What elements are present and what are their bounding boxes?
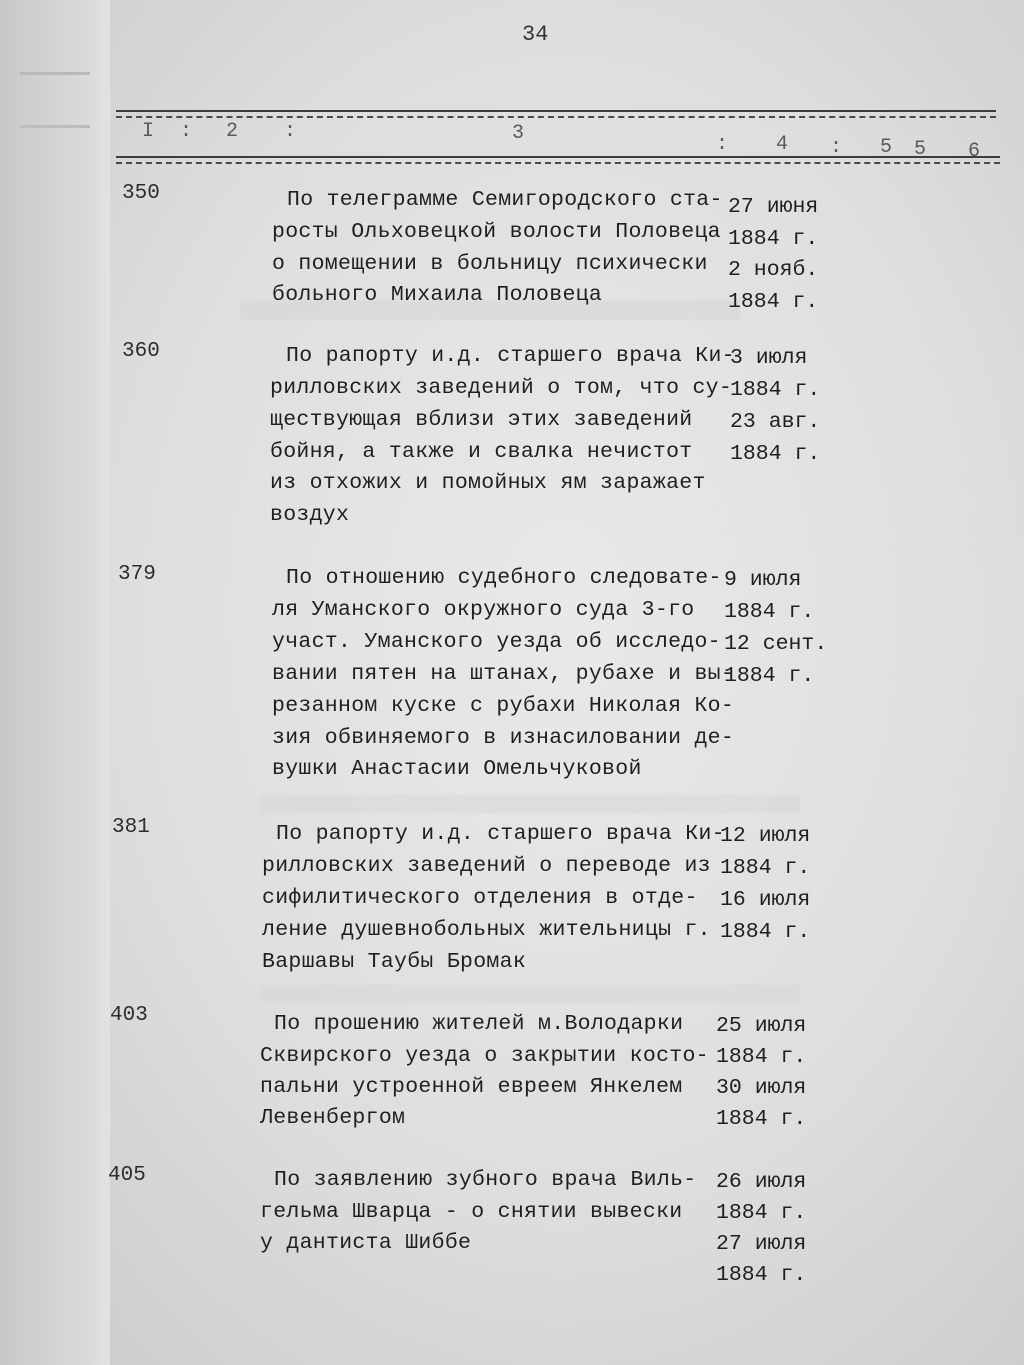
entry-date: 1884 г. (730, 442, 821, 466)
entry-text-line: зия обвиняемого в изнасиловании де- (272, 726, 735, 750)
entry-text-line: Сквирского уезда о закрытии косто- (260, 1044, 709, 1068)
entry-text-line: ля Уманского окружного суда 3-го (272, 598, 695, 622)
entry-date: 1884 г. (728, 227, 819, 251)
entry-date: 1884 г. (720, 920, 811, 944)
entry-number: 405 (108, 1164, 146, 1187)
entry-text-line: По рапорту и.д. старшего врача Ки- (286, 344, 735, 368)
entry-text-line: вушки Анастасии Омельчуковой (272, 757, 642, 781)
page-number: 34 (522, 22, 549, 47)
entry-date: 23 авг. (730, 410, 821, 434)
entry-text-line: рилловских заведений о том, что су- (270, 376, 733, 400)
header-col-3: 3 (512, 122, 525, 145)
entry-text-line: резанном куске с рубахи Николая Ко- (272, 694, 735, 718)
entry-text-line: По заявлению зубного врача Виль- (274, 1168, 697, 1192)
header-col-5a: 5 (880, 136, 893, 159)
entry-text-line: вании пятен на штанах, рубахе и вы- (272, 662, 735, 686)
header-sep-2: : (284, 120, 297, 143)
entry-number: 381 (112, 816, 150, 839)
entry-text-line: По телеграмме Семигородского ста- (287, 188, 723, 212)
entry-date: 2 нояб. (728, 258, 819, 282)
entry-number: 360 (122, 340, 160, 363)
entry-date: 1884 г. (716, 1045, 807, 1069)
entry-date: 1884 г. (730, 378, 821, 402)
header-bottom-rule (116, 156, 1000, 158)
entry-text-line: участ. Уманского уезда об исследо- (272, 630, 721, 654)
entry-number: 403 (110, 1004, 148, 1027)
entry-text-line: Варшавы Таубы Бромак (262, 950, 527, 974)
entry-text-line: больного Михаила Половеца (272, 283, 603, 307)
header-bottom-rule-dashed (116, 162, 1000, 164)
header-sep-4: : (830, 136, 843, 159)
entry-date: 1884 г. (716, 1263, 807, 1287)
entry-text-line: пальни устроенной евреем Янкелем (260, 1075, 683, 1099)
entry-date: 16 июля (720, 888, 811, 912)
header-col-6: 6 (968, 140, 981, 163)
entry-date: 1884 г. (724, 664, 815, 688)
header-sep-1: : (180, 120, 193, 143)
entry-text-line: рилловских заведений о переводе из (262, 854, 711, 878)
entry-text-line: о помещении в больницу психически (272, 252, 708, 276)
header-top-rule-dashed (116, 116, 996, 118)
entry-text-line: ление душевнобольных жительницы г. (262, 918, 711, 942)
entry-number: 379 (118, 563, 156, 586)
bleed-through-shadow (260, 795, 800, 813)
entry-date: 1884 г. (720, 856, 811, 880)
entry-text-line: гельма Шварца - о снятии вывески (260, 1200, 683, 1224)
entry-date: 1884 г. (724, 600, 815, 624)
underlying-page-edge (0, 0, 110, 1365)
bleed-through-shadow (260, 985, 800, 1003)
header-top-rule (116, 110, 996, 112)
header-sep-3: : (716, 133, 729, 156)
entry-text-line: из отхожих и помойных ям заражает (270, 471, 706, 495)
entry-date: 27 июня (728, 195, 819, 219)
entry-date: 26 июля (716, 1170, 807, 1194)
entry-date: 12 июля (720, 824, 811, 848)
entry-text-line: воздух (270, 503, 350, 527)
header-col-2: 2 (226, 120, 239, 143)
entry-date: 1884 г. (716, 1201, 807, 1225)
entry-date: 1884 г. (728, 290, 819, 314)
entry-text-line: По прошению жителей м.Володарки (274, 1012, 684, 1036)
entry-text-line: По отношению судебного следовате- (286, 566, 722, 590)
entry-date: 3 июля (730, 346, 808, 370)
entry-text-line: сифилитического отделения в отде- (262, 886, 698, 910)
entry-date: 30 июля (716, 1076, 807, 1100)
entry-text-line: росты Ольховецкой волости Половеца (272, 220, 721, 244)
header-col-4: 4 (776, 133, 789, 156)
entry-text-line: ществующая вблизи этих заведений (270, 408, 693, 432)
entry-text-line: Левенбергом (260, 1106, 406, 1130)
header-col-5b: 5 (914, 138, 927, 161)
entry-date: 25 июля (716, 1014, 807, 1038)
entry-number: 350 (122, 182, 160, 205)
entry-date: 9 июля (724, 568, 802, 592)
entry-text-line: По рапорту и.д. старшего врача Ки- (276, 822, 725, 846)
entry-text-line: у дантиста Шиббе (260, 1231, 472, 1255)
header-col-1: I (142, 120, 155, 143)
tab-mark (20, 72, 90, 128)
entry-date: 1884 г. (716, 1107, 807, 1131)
entry-text-line: бойня, а также и свалка нечистот (270, 440, 693, 464)
entry-date: 12 сент. (724, 632, 828, 656)
entry-date: 27 июля (716, 1232, 807, 1256)
